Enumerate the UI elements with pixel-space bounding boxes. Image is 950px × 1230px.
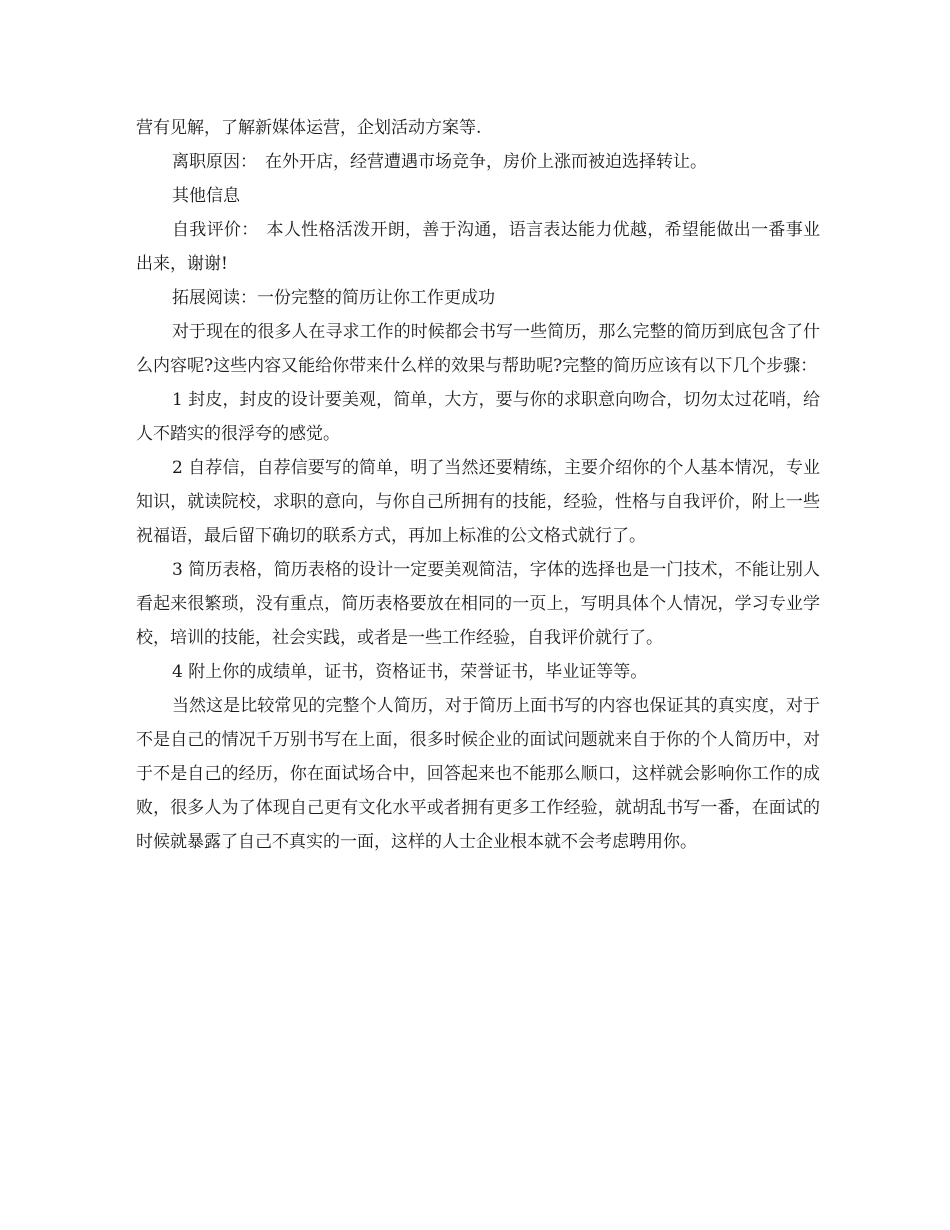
step-paragraph-4: 4 附上你的成绩单，证书，资格证书，荣誉证书，毕业证等等。 bbox=[172, 662, 648, 682]
self-evaluation-text: 本人性格活泼开朗，善于沟通，语言表达能力优越，希望能做出一番事业出来，谢谢! bbox=[136, 220, 821, 274]
step-paragraph-3: 3 简历表格，简历表格的设计一定要美观简洁，字体的选择也是一门技术，不能让别人看起来很繁琐，没有重点，简历表格要放在相同的一页上，写明具体个人情况，学习专业学校，培训的技能，社会实践，或者是一些工作经验，自我评价就行了。 bbox=[136, 560, 820, 648]
self-evaluation-label: 自我评价： bbox=[172, 220, 259, 240]
leave-reason-label: 离职原因： bbox=[172, 152, 257, 172]
continuation-paragraph: 营有见解，了解新媒体运营，企划活动方案等. bbox=[136, 118, 482, 138]
intro-paragraph: 对于现在的很多人在寻求工作的时候都会书写一些简历，那么完整的简历到底包含了什么内容呢?这些内容又能给你带来什么样的效果与帮助呢?完整的简历应该有以下几个步骤： bbox=[136, 322, 820, 376]
leave-reason-text: 在外开店，经营遭遇市场竞争，房价上涨而被迫选择转让。 bbox=[265, 152, 707, 172]
document-body bbox=[136, 111, 820, 859]
step-paragraph-2: 2 自荐信，自荐信要写的简单，明了当然还要精练，主要介绍你的个人基本情况，专业知识，就读院校，求职的意向，与你自己所拥有的技能，经验，性格与自我评价，附上一些祝福语，最后留下确切的联系方式，再加上标准的公文格式就行了。 bbox=[136, 458, 820, 546]
extended-reading-title: 拓展阅读：一份完整的简历让你工作更成功 bbox=[172, 288, 495, 308]
conclusion-paragraph: 当然这是比较常见的完整个人简历，对于简历上面书写的内容也保证其的真实度，对于不是自己的情况千万别书写在上面，很多时候企业的面试问题就来自于你的个人简历中，对于不是自己的经历，你在面试场合中，回答起来也不能那么顺口，这样就会影响你工作的成败，很多人为了体现自己更有文化水平或者拥有更多工作经验，就胡乱书写一番，在面试的时候就暴露了自己不真实的一面，这样的人士企业根本就不会考虑聘用你。 bbox=[136, 696, 820, 852]
leave-reason-paragraph bbox=[136, 145, 820, 179]
other-info-heading: 其他信息 bbox=[172, 186, 240, 206]
self-evaluation-paragraph bbox=[136, 213, 820, 281]
step-paragraph-1: 1 封皮，封皮的设计要美观，简单，大方，要与你的求职意向吻合，切勿太过花哨，给人不踏实的很浮夸的感觉。 bbox=[136, 390, 820, 444]
